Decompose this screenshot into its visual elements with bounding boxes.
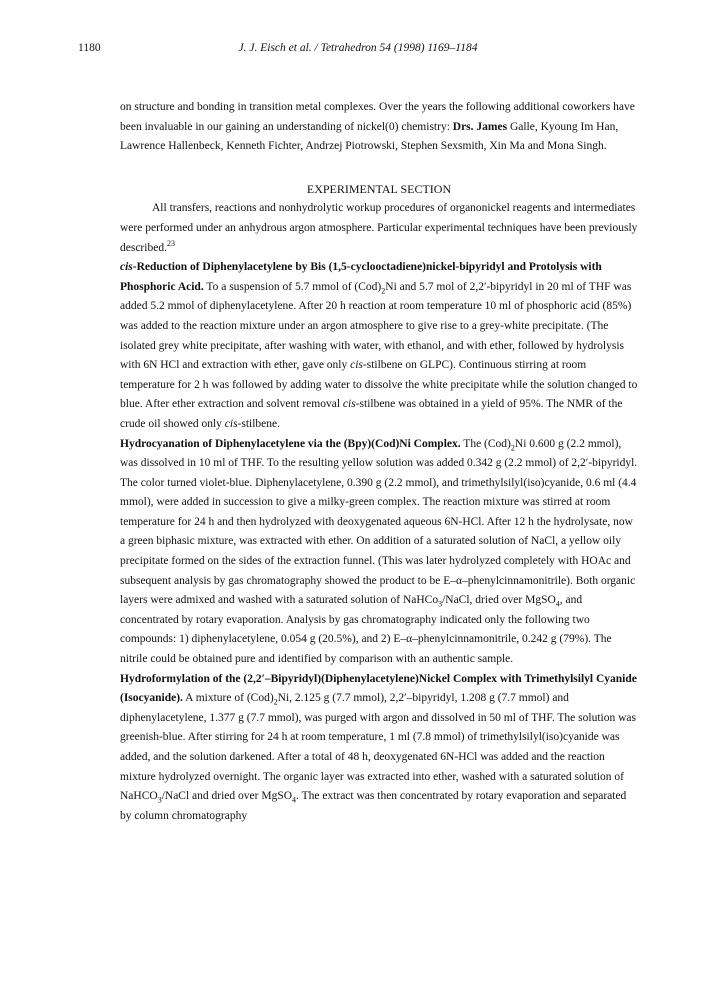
page-number: 1180 bbox=[78, 42, 101, 54]
procedure-title: Hydrocyanation of Diphenylacetylene via the (Bpy)(Cod)Ni Complex. bbox=[120, 437, 461, 450]
bold-text: Drs. James bbox=[452, 120, 508, 133]
paragraph-text: Galle, Kyoung Im Han, Lawrence Hallenbeck, Kenneth Fichter, Andrzej Piotrowski, Stephen Sexsmith, Xin Ma and Mona Singh. bbox=[120, 120, 619, 153]
procedure-title: Hydroformylation of the (2,2′–Bipyridyl)(Diphenylacetylene)Nickel Complex with Trimethylsilyl Cyanide (Isocyanide). bbox=[120, 672, 637, 705]
paragraph-text: Ni 0.600 g (2.2 mmol), was dissolved in 10 ml of THF. To the resulting yellow solution was added 0.342 g (2.2 mmol) of 2,2′-bipyridyl. The color turned violet-blue. Diphenylacetylene, 0.390 g (2.2 mmol), and trimethylsilyl(iso)cyanide, 0.6 ml (4.4 mmol), were added in succession to give a milky-green complex. The reaction mixture was stirred at room temperature for 24 h and then hydrolyzed with deoxygenated aqueous 6N-HCl. After 12 h the hydrolysate, now a green biphasic mixture, was extracted with ether. On addition of a saturated solution of NaCl, a yellow oily precipitate formed on the sides of the extraction funnel. (This was later hydrolyzed completely with HOAc and subsequent analysis by gas chromatography showed the product to be E–α–phenylcinnamonitrile). Both organic layers were admixed and washed with a saturated solution of NaHCo bbox=[120, 437, 638, 607]
section-heading: EXPERIMENTAL SECTION bbox=[306, 181, 452, 196]
paragraph-text: /NaCl and dried over MgSO bbox=[161, 790, 293, 803]
paragraph-text: Ni, 2.125 g (7.7 mmol), 2,2′–bipyridyl, 1.208 g (7.7 mmol) and diphenylacetylene, 1.377 g (7.7 mmol), was purged with argon and dissolved in 50 ml of THF. The solution was greenish-blue. After stirring for 24 h at room temperature, 1 ml (7.8 mmol) of trimethylsilyl(iso)cyanide was added, and the solution darkened. After a total of 48 h, deoxygenated 6N-HCl was added and the reaction mixture hydrolyzed overnight. The organic layer was extracted into ether, washed with a saturated solution of NaHCO bbox=[120, 692, 636, 803]
spacer bbox=[120, 157, 638, 180]
subscript: 3 bbox=[157, 795, 162, 805]
subscript: 4 bbox=[292, 795, 297, 805]
reference-superscript: 23 bbox=[166, 238, 175, 248]
subscript: 2 bbox=[510, 442, 515, 452]
subscript: 2 bbox=[381, 286, 386, 296]
procedure-cis-reduction bbox=[120, 258, 638, 434]
paragraph-text: The (Cod) bbox=[460, 437, 511, 450]
paragraph-text: , and concentrated by rotary evaporation. Analysis by gas chromatography indicated only the following two compounds: 1) diphenylacetylene, 0.054 g (20.5%), and 2) E–α–phenylcinnamonitrile, 0.242 g (79%). The nitrile could be obtained pure and identified by comparison with an authentic sample. bbox=[120, 594, 612, 666]
paragraph-text: on structure and bonding in transition metal complexes. Over the years the following additional coworkers have been invaluable in our gaining an understanding of nickel(0) chemistry: bbox=[120, 101, 635, 133]
acknowledgment-paragraph bbox=[120, 98, 638, 157]
paragraph-text: To a suspension of 5.7 mmol of (Cod) bbox=[203, 280, 382, 293]
paragraph-text: /NaCl, dried over MgSO bbox=[442, 594, 556, 607]
procedure-hydroformylation bbox=[120, 670, 638, 827]
paragraph-text: Ni and 5.7 mol of 2,2′-bipyridyl in 20 ml of THF was added 5.2 mmol of diphenylacetylene. After 20 h reaction at room temperature 10 ml of phosphoric acid (85%) was added to the reaction mixture under an argon atmosphere to give rise to a grey-white precipitate. (The isolated grey white precipitate, after washing with water, with ethanol, and with ether, followed by hydrolysis with 6N HCl and extraction with ether, gave only bbox=[120, 280, 632, 372]
running-head: J. J. Eisch et al. / Tetrahedron 54 (1998) 1169–1184 bbox=[238, 42, 478, 54]
italic-text: cis bbox=[350, 359, 363, 372]
paragraph-text: . The extract was then concentrated by rotary evaporation and separated by column chromatography bbox=[120, 790, 627, 822]
italic-prefix: cis bbox=[120, 261, 133, 274]
paragraph-text: A mixture of (Cod) bbox=[182, 692, 274, 705]
paragraph-text: -stilbene on GLPC). Continuous stirring at room temperature for 2 h was followed by adding water to dissolve the white precipitate while the solution changed to blue. After ether extraction and solvent removal bbox=[120, 359, 638, 411]
subscript: 2 bbox=[273, 697, 278, 707]
paragraph-text: -stilbene was obtained in a yield of 95%. The NMR of the crude oil showed only bbox=[120, 398, 623, 430]
italic-text: cis bbox=[224, 417, 238, 430]
paragraph-text: -stilbene. bbox=[237, 417, 281, 430]
italic-text: cis bbox=[342, 398, 356, 411]
page-header bbox=[78, 42, 638, 58]
article-body bbox=[120, 98, 638, 826]
general-procedures-paragraph bbox=[120, 199, 638, 258]
subscript: 4 bbox=[555, 599, 560, 609]
title-text: -Reduction of Diphenylacetylene by Bis (1,5-cyclooctadiene)nickel-bipyridyl and Protolysis with Phosphoric Acid. bbox=[120, 261, 602, 293]
procedure-hydrocyanation bbox=[120, 435, 638, 670]
paragraph-text: All transfers, reactions and nonhydrolytic workup procedures of organonickel reagents and intermediates were performed under an anhydrous argon atmosphere. Particular experimental techniques have been previously described. bbox=[120, 202, 638, 254]
subscript: 3 bbox=[438, 599, 443, 609]
